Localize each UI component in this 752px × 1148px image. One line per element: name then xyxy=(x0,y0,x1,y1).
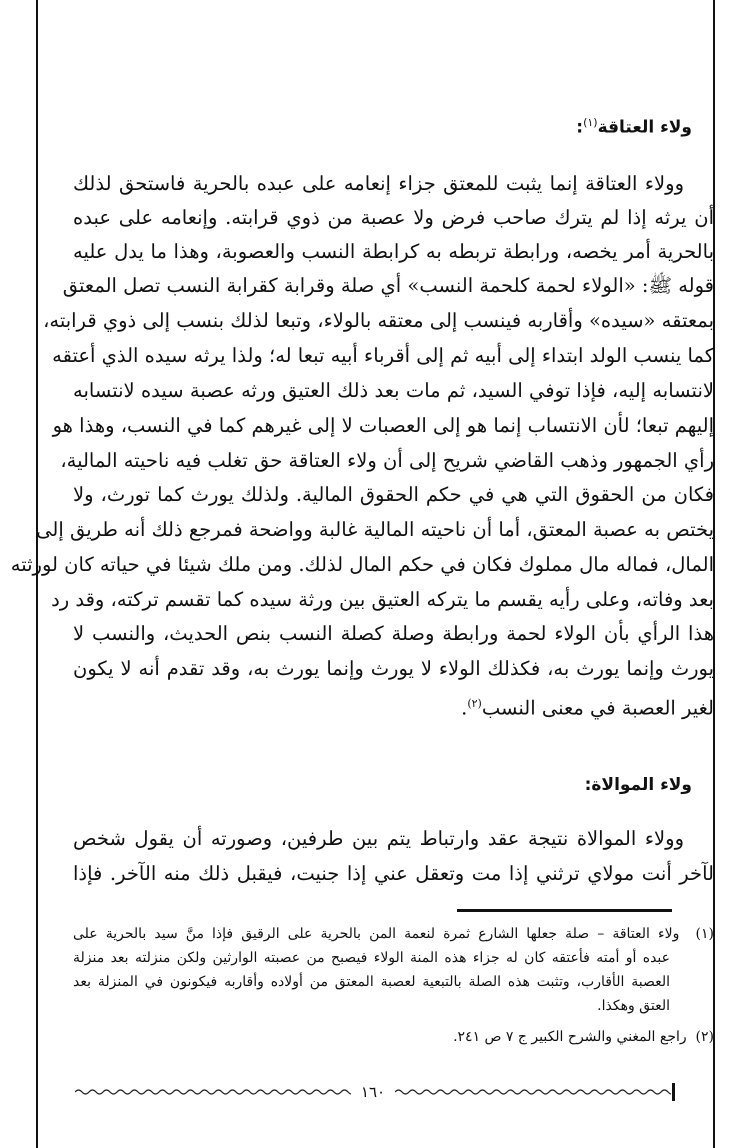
paragraph-line: هذا الرأي بأن الولاء لحمة ورابطة وصلة كصلة النسب بنص الحديث، والنسب لا xyxy=(73,622,714,645)
page-footer xyxy=(75,1080,675,1104)
heading-text: ولاء العتاقة xyxy=(597,117,692,138)
footnote-2-text: راجع المغني والشرح الكبير ج ٧ ص ٢٤١. xyxy=(453,1029,687,1045)
paragraph-line: يورث وإنما يورث به، فكذلك الولاء لا يورث وإنما يورث به، وقد تقدم أنه لا يكون xyxy=(73,657,714,680)
section-heading-wala-ataqa xyxy=(576,116,692,138)
footnote-1-line xyxy=(73,922,714,946)
footnote-separator xyxy=(457,909,672,912)
paragraph-line: فكان من الحقوق التي هي في حكم الحقوق المالية. ولذلك يورث كما تورث، ولا xyxy=(73,483,714,506)
paragraph-line: وولاء العتاقة إنما يثبت للمعتق جزاء إنعامه على عبده بالحرية فاستحق لذلك xyxy=(73,172,684,195)
paragraph-line: وولاء الموالاة نتيجة عقد وارتباط يتم بين طرفين، وصورته أن يقول شخص xyxy=(73,827,684,850)
paragraph-line-text: لغير العصبة في معنى النسب xyxy=(481,696,714,720)
paragraph-line: أن يرثه إذا لم يترك صاحب فرض ولا عصبة من ذوي قرابته. وإنعامه على عبده xyxy=(73,206,714,229)
paragraph-line: رأي الجمهور وذهب القاضي شريح إلى أن ولاء العتاقة حق تغلب فيه ناحيته المالية، xyxy=(60,449,714,472)
paragraph-line: إليهم تبعا؛ لأن الانتساب إنما هو إلى العصبات لا إلى غيرهم كما في النسب، وهذا هو xyxy=(52,414,714,437)
heading-colon: : xyxy=(584,775,592,795)
footnote-1-line: عبده أو أمته فأعتقه كان له جزاء هذه المنة الولاء فيصبح من عصبته الوارثين ولكن منزلته بعد منزلة xyxy=(73,950,670,966)
section-heading-wala-muwalat xyxy=(585,775,692,795)
footnote-2-line xyxy=(73,1025,714,1049)
paragraph-line-last xyxy=(73,687,714,726)
footnote-1-marker: (١) xyxy=(695,926,714,942)
footnote-ref-2[interactable]: (٢) xyxy=(467,697,482,710)
paragraph-line: قوله ﷺ: «الولاء لحمة كلحمة النسب» أي صلة وقرابة كقرابة النسب تصل المعتق xyxy=(62,274,714,297)
footnote-1-line: العتق وهكذا. xyxy=(597,998,670,1014)
paragraph-line: كما ينسب الولد ابتداء إلى أبيه ثم إلى أقرباء أبيه تبعا له؛ ولذا يرثه سيده الذي أعتقه xyxy=(52,344,714,367)
page-number: ١٦٠ xyxy=(360,1083,386,1101)
paragraph-line: لانتسابه إليه، فإذا توفي السيد، ثم مات بعد ذلك العتيق ورثه عصبة سيده لانتسابه xyxy=(73,379,714,402)
heading-colon: : xyxy=(576,117,584,138)
footer-end-bar xyxy=(672,1083,675,1101)
footnote-1-text: ولاء العتاقة – صلة جعلها الشارع ثمرة لنعمة المن بالحرية على الرقيق فإذا منَّ سيد بالحرية على xyxy=(73,926,680,942)
paragraph-line: المال، فماله مال مملوك فكان في حكم المال لذلك. ومن ملك شيئا في حياته كان لورثته xyxy=(10,553,714,576)
paragraph-line: بعد وفاته، وعلى رأيه يقسم ما يتركه العتيق بين ورثة سيده كما تقسم تركته، وقد رد xyxy=(51,588,714,611)
paragraph-line: بمعتقه «سيده» وأقاربه فينسب إلى معتقه بالولاء، وتبعا لذلك بنسب إلى ذوي قرابته، xyxy=(43,309,714,332)
paragraph-period: . xyxy=(461,696,468,720)
footnote-2-marker: (٢) xyxy=(695,1029,714,1045)
paragraph-line: بالحرية أمر يخصه، ورابطة تربطه به كرابطة النسب والعصوبة، وهذا ما يدل عليه xyxy=(73,240,714,263)
wavy-line-icon xyxy=(75,1087,351,1097)
heading-text: ولاء الموالاة xyxy=(591,775,692,795)
footnote-ref-1[interactable]: (١) xyxy=(583,116,598,129)
paragraph-line: يختص به عصبة المعتق، أما أن ناحيته المالية غالبة وواضحة فمرجع ذلك أنه طريق إلى xyxy=(36,518,714,541)
wavy-line-icon xyxy=(395,1087,671,1097)
footnote-1-line: العصبة الأقارب، وتثبت هذه الصلة بالتبعية لعصبة المعتق من أولاده وأقاربه فيكونون في المنزلة بعد xyxy=(73,974,670,990)
paragraph-line: لآخر أنت مولاي ترثني إذا مت وتعقل عني إذا جنيت، فيقبل ذلك منه الآخر. فإذا xyxy=(73,862,714,885)
